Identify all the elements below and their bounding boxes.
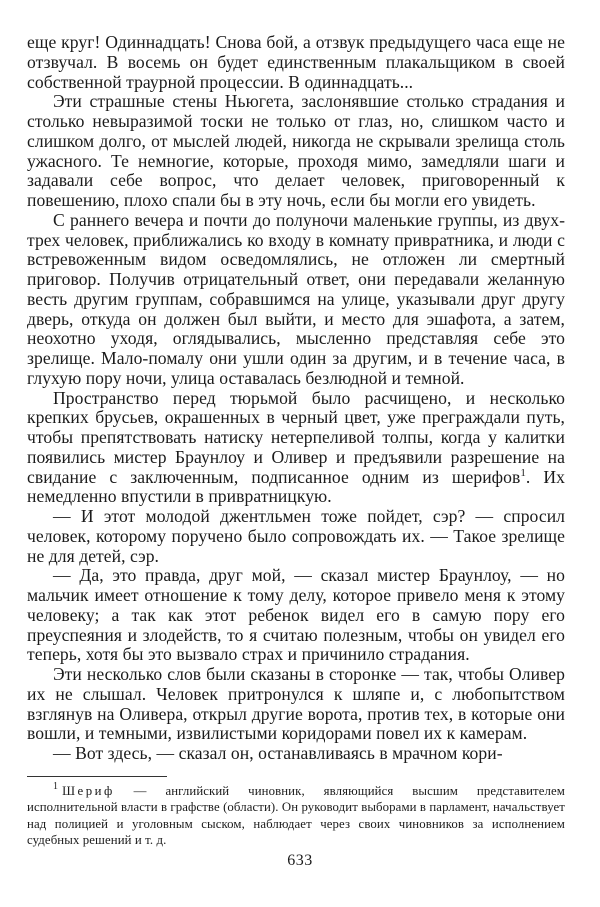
- paragraph-8: — Вот здесь, — сказал он, останавливаясь в мрачном кори-: [53, 743, 503, 763]
- paragraph-4-tail: . Их немедленно впустили в привратницкую.: [27, 466, 566, 507]
- paragraph-7: Эти несколько слов были сказаны в сторонке — так, чтобы Оливер их не слышал. Человек притронулся к шляпе и, с любопытством взглянув на Оливера, открыл другие ворота, против тех, в которые они вошли, и темными, извилистыми коридорами повел их к камерам.: [27, 664, 565, 744]
- paragraph-1: еще круг! Одиннадцать! Снова бой, а отзвук предыдущего часа еще не отзвучал. В восемь он будет единственным плакальщиком в своей собственной траурной процессии. В одиннадцать...: [27, 32, 565, 92]
- paragraph-4: [27, 389, 565, 508]
- footnote-divider: [27, 776, 167, 777]
- footnote-text: — английский чиновник, являющийся высшим представителем исполнительной власти в графстве (области). Он руководит выборами в парламент, начальствует над полицией и уголовным сыском, наблюдает через своих чиновников за исполнением судебных решений и т. д.: [27, 783, 565, 848]
- footnote-term: Шериф: [62, 783, 115, 798]
- body-text: [27, 33, 565, 764]
- footnote: [27, 783, 565, 849]
- paragraph-6: — Да, это правда, друг мой, — сказал мистер Браунлоу, — но мальчик имеет отношение к тому делу, которое привело меня к этому человеку; а так как этот ребенок видел его в самую пору его преуспеяния и злодейств, то я считаю полезным, чтобы он увидел его теперь, хотя бы это вызвало страх и причинило страдания.: [27, 565, 565, 665]
- paragraph-4-text: Пространство перед тюрьмой было расчищено, и несколько крепких брусьев, окрашенных в черный цвет, уже преграждали путь, чтобы препятствовать натиску нетерпеливой толпы, когда у калитки появились мистер Браунлоу и Оливер и предъявили разрешение на свидание с заключенным, подписанное одним из шерифов: [27, 387, 565, 487]
- page-number: 633: [287, 852, 313, 869]
- paragraph-3: С раннего вечера и почти до полуночи маленькие группы, из двух-трех человек, приближались ко входу в комнату привратника, и люди с встревоженным видом осведомлялись, не отложен ли смертный приговор. Получив отрицательный ответ, они передавали желанную весть другим группам, собравшимся на улице, указывали друг другу дверь, откуда он должен был выйти, и место для эшафота, а затем, неохотно уходя, оглядывались, мысленно представляя себе это зрелище. Мало-помалу они ушли один за другим, и в течение часа, в глухую пору ночи, улица оставалась безлюдной и темной.: [27, 209, 565, 388]
- paragraph-2: Эти страшные стены Ньюгета, заслонявшие столько страдания и столько невыразимой тоски не только от глаз, но, слишком часто и слишком долго, от мыслей людей, никогда не скрывали зрелища столь ужасного. Те немногие, которые, проходя мимо, замедляли шаги и задавали себе вопрос, что делает человек, приговоренный к повешению, плохо спали бы в эту ночь, если бы могли его увидеть.: [27, 91, 565, 210]
- paragraph-5: — И этот молодой джентльмен тоже пойдет, сэр? — спросил человек, которому поручено было сопровождать их. — Такое зрелище не для детей, сэр.: [27, 506, 565, 566]
- footnote-marker: 1: [53, 781, 59, 793]
- footnote-reference: 1: [520, 466, 526, 479]
- page: [27, 33, 565, 849]
